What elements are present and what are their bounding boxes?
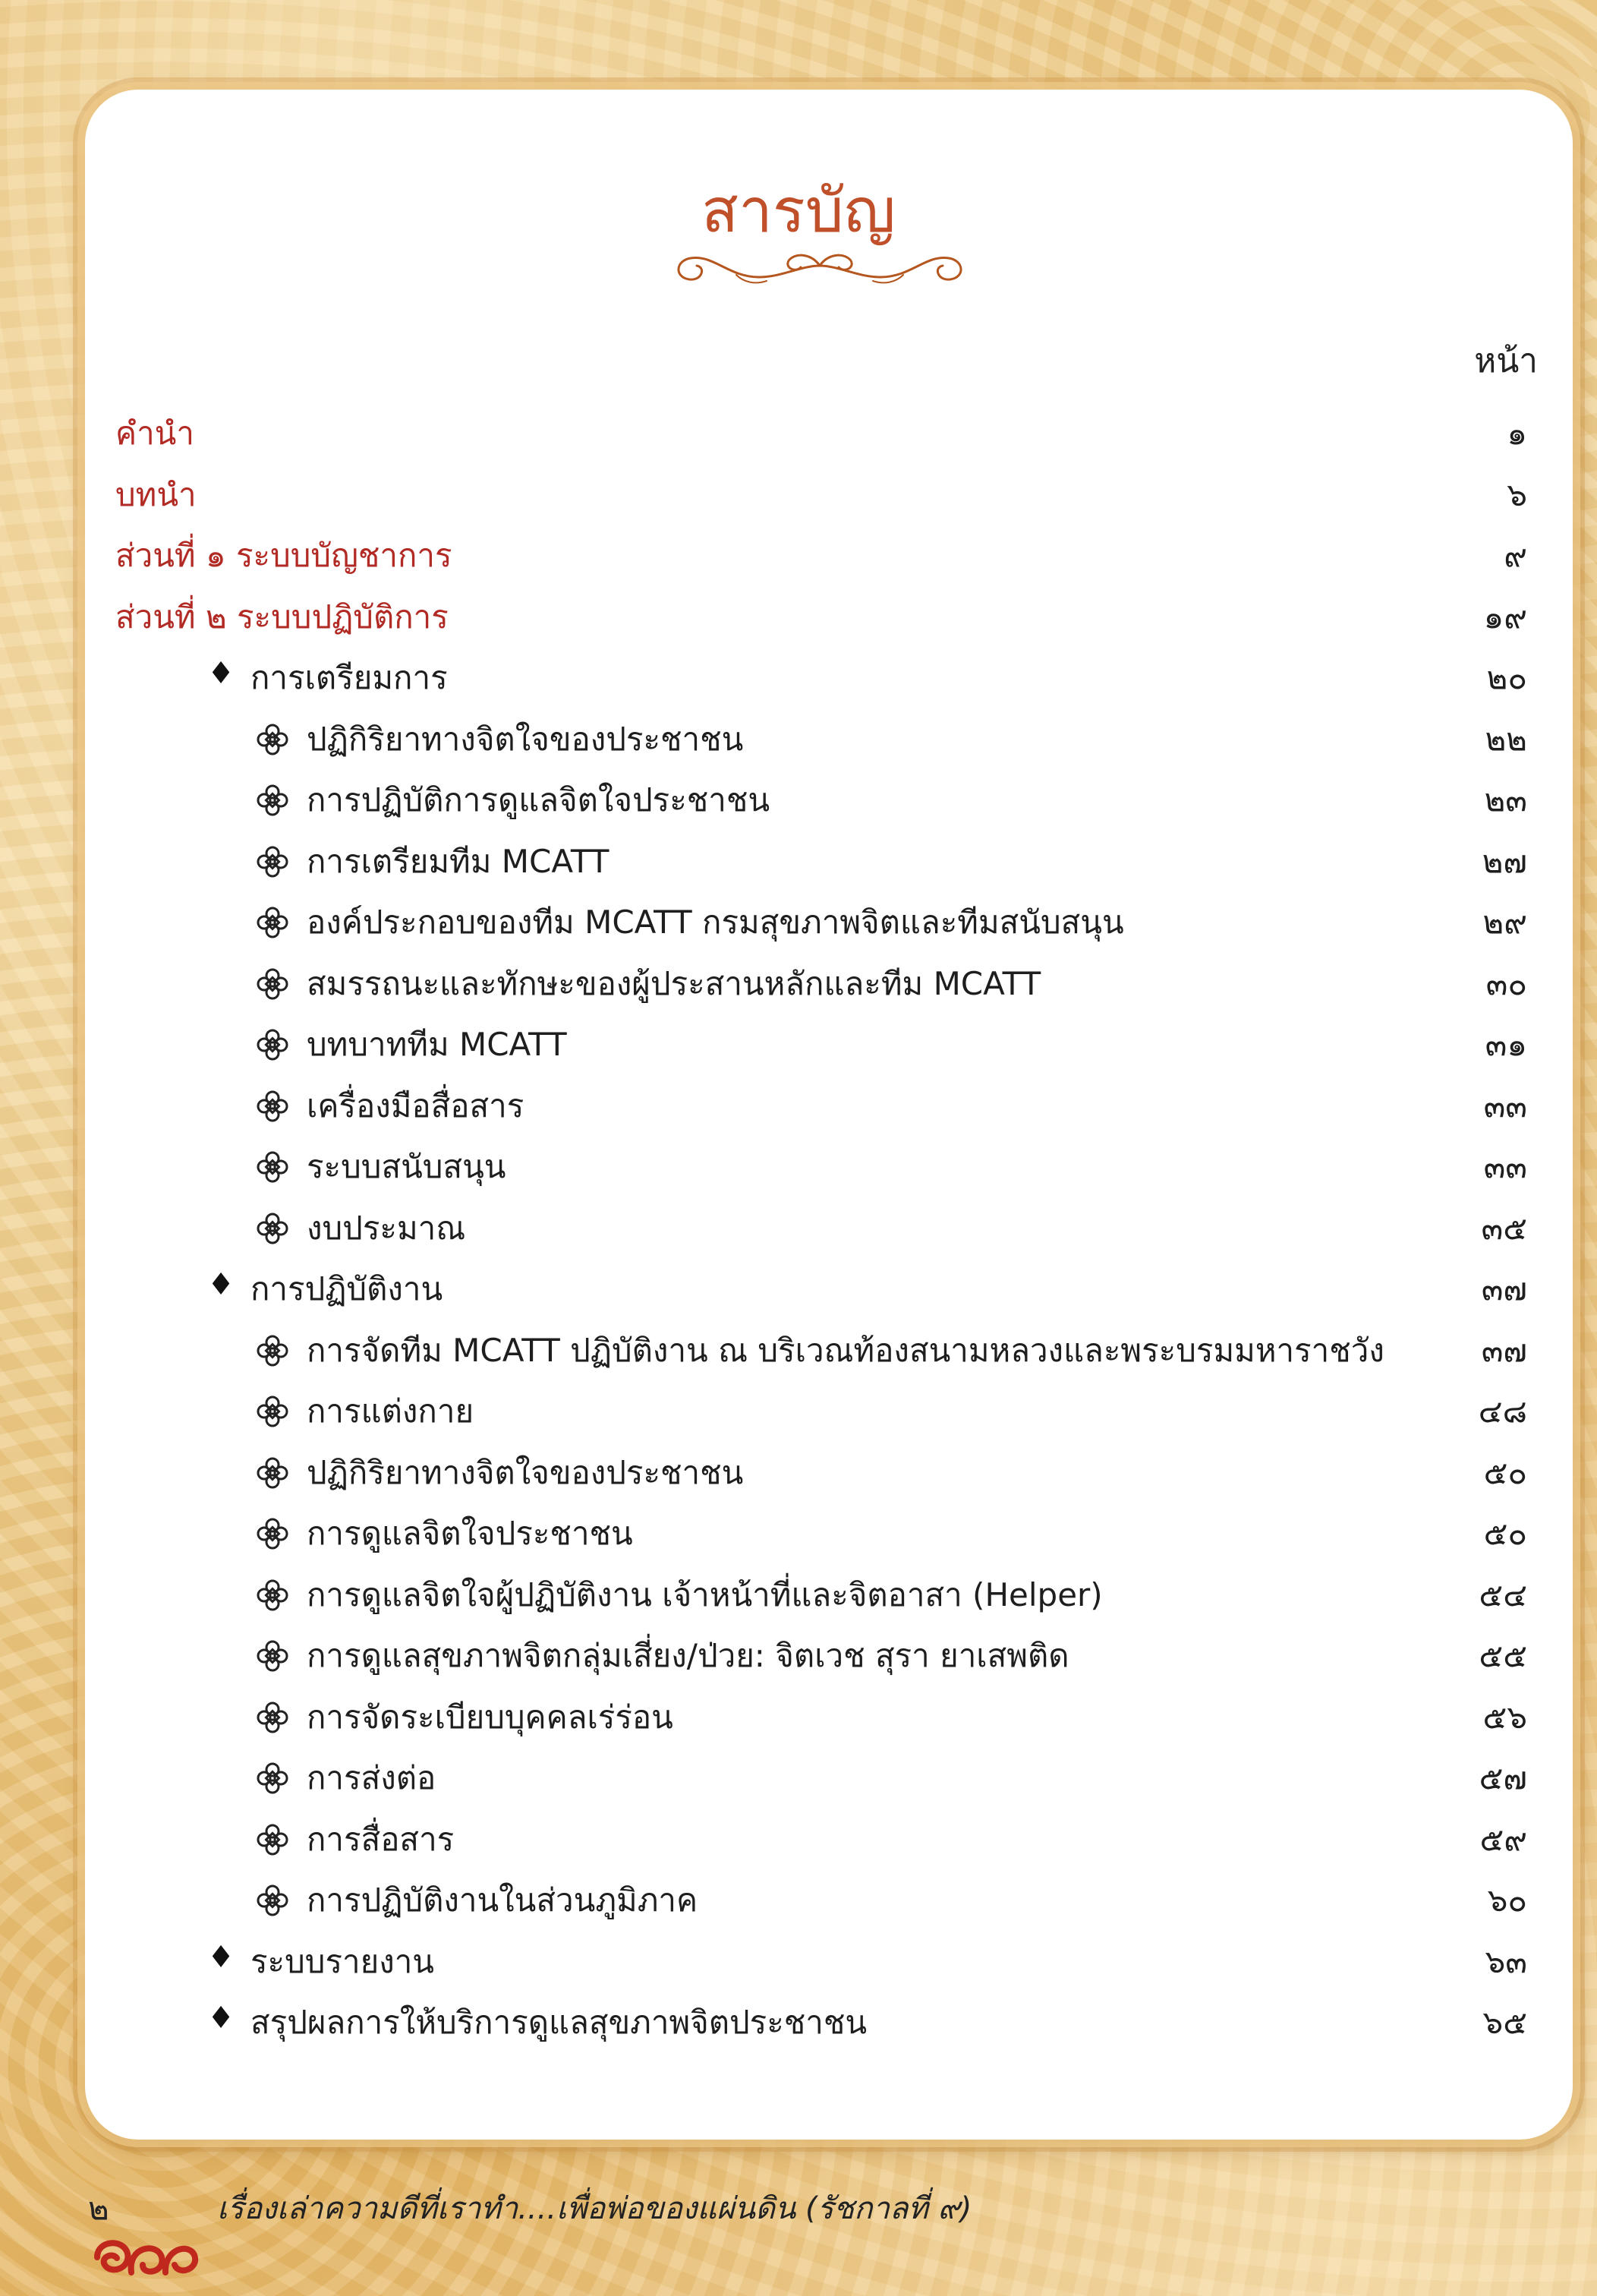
toc-entry-label: การปฏิบัติการดูแลจิตใจประชาชน — [307, 781, 770, 818]
toc-entry-label: สมรรถนะและทักษะของผู้ประสานหลักและทีม MCATT — [307, 964, 1041, 1002]
toc-entry-page-number: ๙ — [1504, 537, 1527, 574]
toc-subitem-row — [0, 1134, 1597, 1195]
toc-subitem-row — [0, 768, 1597, 828]
toc-entry-label: ส่วนที่ ๑ ระบบบัญชาการ — [115, 537, 452, 574]
thai-knot-icon — [255, 1700, 290, 1735]
thai-knot-icon — [255, 1333, 290, 1368]
thai-knot-icon — [255, 1822, 290, 1857]
toc-entry-page-number: ๓๐ — [1485, 964, 1527, 1002]
toc-entry-page-number: ๕๕ — [1479, 1637, 1527, 1674]
toc-entry-page-number: ๒๒ — [1485, 720, 1527, 758]
thai-knot-icon — [255, 844, 290, 879]
diamond-bullet-icon: ♦ — [207, 656, 235, 691]
toc-entry-page-number: ๔๘ — [1478, 1392, 1527, 1430]
toc-entry-page-number: ๓๗ — [1481, 1270, 1527, 1307]
footer-page-number: ๒ — [88, 2190, 109, 2227]
diamond-bullet-icon: ♦ — [207, 2001, 235, 2036]
toc-chapter-row — [0, 1257, 1597, 1317]
toc-subitem-row — [0, 707, 1597, 768]
thai-knot-icon — [255, 1638, 290, 1673]
toc-entry-page-number: ๒๐ — [1486, 659, 1527, 696]
toc-subitem-row — [0, 1868, 1597, 1929]
toc-section-row — [0, 401, 1597, 462]
toc-entry-label: การดูแลจิตใจผู้ปฏิบัติงาน เจ้าหน้าที่และจิตอาสา (Helper) — [307, 1575, 1103, 1613]
thai-knot-icon — [255, 1761, 290, 1796]
toc-entry-page-number: ๕๔ — [1479, 1575, 1527, 1613]
toc-entry-page-number: ๓๓ — [1483, 1086, 1527, 1124]
toc-entry-label: งบประมาณ — [307, 1209, 466, 1247]
toc-entry-label: การเตรียมการ — [250, 659, 448, 696]
toc-entry-label: การปฏิบัติงานในส่วนภูมิภาค — [307, 1881, 698, 1919]
footer-logo-icon — [90, 2231, 203, 2284]
toc-subitem-row — [0, 1440, 1597, 1501]
thai-knot-icon — [255, 1211, 290, 1246]
toc-subitem-row — [0, 1318, 1597, 1379]
thai-knot-icon — [255, 1150, 290, 1184]
thai-knot-icon — [255, 1027, 290, 1062]
diamond-bullet-icon: ♦ — [207, 1267, 235, 1302]
toc-entry-page-number: ๓๓ — [1483, 1148, 1527, 1185]
toc-entry-page-number: ๒๓ — [1484, 781, 1527, 818]
toc-entry-page-number: ๓๗ — [1481, 1331, 1527, 1369]
toc-entry-label: ระบบรายงาน — [250, 1942, 434, 1980]
toc-section-row — [0, 523, 1597, 584]
toc-entry-label: การดูแลสุขภาพจิตกลุ่มเสี่ยง/ป่วย: จิตเวช สุรา ยาเสพติด — [307, 1637, 1069, 1674]
toc-subitem-row — [0, 1623, 1597, 1684]
toc-entry-label: ระบบสนับสนุน — [307, 1148, 506, 1185]
toc-entry-page-number: ๕๖ — [1482, 1698, 1527, 1736]
toc-subitem-row — [0, 890, 1597, 951]
toc-entry-label: การส่งต่อ — [307, 1759, 436, 1796]
toc-entry-label: การแต่งกาย — [307, 1392, 474, 1430]
thai-knot-icon — [255, 1883, 290, 1918]
toc-entry-page-number: ๑ — [1507, 415, 1527, 452]
toc-entry-page-number: ๕๐ — [1483, 1515, 1527, 1552]
toc-entry-page-number: ๖ — [1507, 475, 1527, 513]
toc-entry-page-number: ๖๐ — [1487, 1881, 1527, 1919]
toc-entry-label: การจัดทีม MCATT ปฏิบัติงาน ณ บริเวณท้องสนามหลวงและพระบรมมหาราชวัง — [307, 1331, 1384, 1369]
toc-entry-label: การจัดระเบียบบุคคลเร่ร่อน — [307, 1698, 673, 1736]
toc-entry-page-number: ๕๐ — [1483, 1453, 1527, 1491]
toc-subitem-row — [0, 1807, 1597, 1868]
toc-entry-label: ปฏิกิริยาทางจิตใจของประชาชน — [307, 1453, 744, 1491]
toc-section-row — [0, 585, 1597, 645]
thai-knot-icon — [255, 1089, 290, 1124]
toc-entry-label: คำนำ — [115, 415, 194, 452]
thai-knot-icon — [255, 722, 290, 757]
thai-knot-icon — [255, 967, 290, 1001]
page-title: สารบัญ — [701, 175, 896, 246]
thai-knot-icon — [255, 1516, 290, 1551]
toc-entry-page-number: ๓๕ — [1481, 1209, 1527, 1247]
title-flourish-ornament — [668, 235, 972, 296]
toc-entry-label: เครื่องมือสื่อสาร — [307, 1086, 524, 1124]
toc-entry-page-number: ๖๓ — [1485, 1942, 1527, 1980]
toc-entry-page-number: ๖๕ — [1482, 2004, 1527, 2041]
toc-entry-page-number: ๑๙ — [1483, 598, 1527, 636]
toc-entry-page-number: ๒๗ — [1482, 842, 1527, 880]
toc-chapter-row — [0, 1990, 1597, 2051]
thai-knot-icon — [255, 1578, 290, 1613]
toc-subitem-row — [0, 1746, 1597, 1806]
diamond-bullet-icon: ♦ — [207, 1939, 235, 1975]
toc-subitem-row — [0, 1563, 1597, 1623]
thai-knot-icon — [255, 1456, 290, 1490]
toc-subitem-row — [0, 951, 1597, 1012]
footer-book-title: เรื่องเล่าความดีที่เราทำ....เพื่อพ่อของแผ่นดิน (รัชกาลที่ ๙) — [217, 2191, 972, 2226]
toc-entry-page-number: ๓๑ — [1485, 1026, 1527, 1063]
toc-entry-label: ส่วนที่ ๒ ระบบปฏิบัติการ — [115, 598, 449, 636]
toc-entry-label: การปฏิบัติงาน — [250, 1270, 443, 1307]
toc-section-row — [0, 462, 1597, 523]
toc-entry-label: องค์ประกอบของทีม MCATT กรมสุขภาพจิตและทีมสนับสนุน — [307, 904, 1124, 941]
toc-entry-page-number: ๕๙ — [1479, 1820, 1527, 1858]
toc-chapter-row — [0, 1929, 1597, 1990]
thai-knot-icon — [255, 1394, 290, 1429]
toc-subitem-row — [0, 1501, 1597, 1562]
toc-entry-page-number: ๕๗ — [1479, 1759, 1527, 1796]
page-column-header: หน้า — [1474, 342, 1538, 380]
toc-entry-label: สรุปผลการให้บริการดูแลสุขภาพจิตประชาชน — [250, 2004, 868, 2041]
toc-entry-label: การสื่อสาร — [307, 1820, 455, 1858]
toc-subitem-row — [0, 1196, 1597, 1257]
toc-entry-page-number: ๒๙ — [1482, 904, 1527, 941]
toc-chapter-row — [0, 645, 1597, 706]
toc-subitem-row — [0, 1379, 1597, 1440]
thai-knot-icon — [255, 905, 290, 940]
toc-subitem-row — [0, 1012, 1597, 1073]
toc-entry-label: การเตรียมทีม MCATT — [307, 842, 610, 880]
toc-entry-label: ปฏิกิริยาทางจิตใจของประชาชน — [307, 720, 744, 758]
toc-entry-label: บทบาททีม MCATT — [307, 1026, 567, 1063]
thai-knot-icon — [255, 783, 290, 818]
toc-entry-label: บทนำ — [115, 475, 197, 513]
toc-entry-label: การดูแลจิตใจประชาชน — [307, 1515, 633, 1552]
toc-subitem-row — [0, 1074, 1597, 1134]
toc-subitem-row — [0, 829, 1597, 890]
toc-subitem-row — [0, 1685, 1597, 1746]
